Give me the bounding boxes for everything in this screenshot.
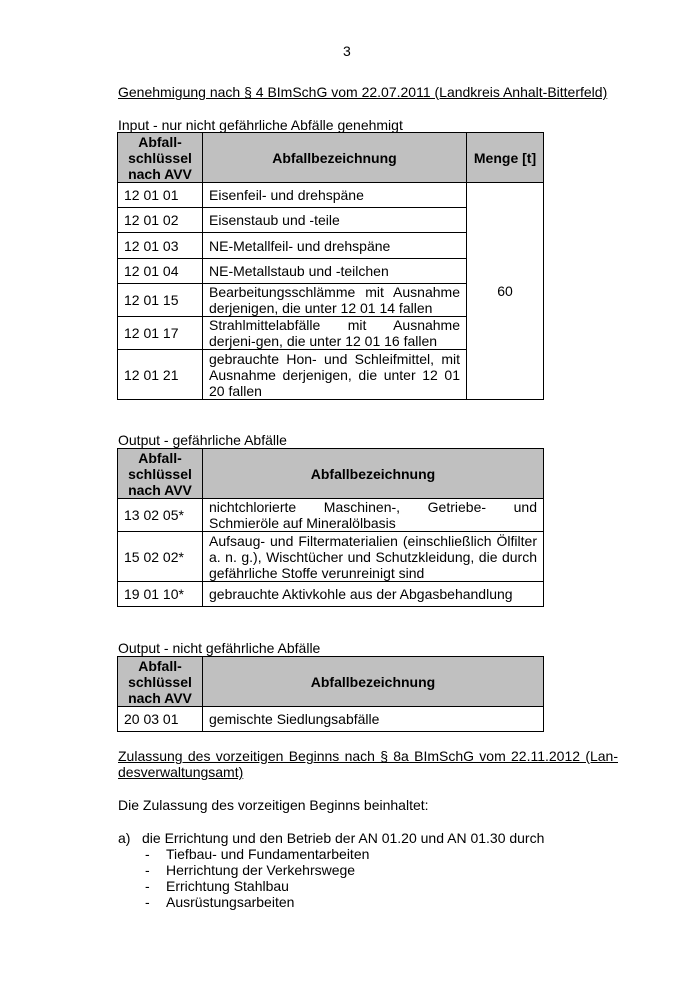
hazardous-header-key: Abfall- schlüssel nach AVV (118, 449, 203, 499)
hazardous-desc-1: nichtchlorierte Maschinen-, Getriebe- und Schmieröle auf Mineralölbasis (203, 499, 544, 532)
input-code-6: 12 01 17 (118, 317, 203, 350)
list-a-text: die Errichtung und den Betrieb der AN 01.20 und AN 01.30 durch (142, 830, 545, 846)
hazardous-code-2: 15 02 02* (118, 532, 203, 582)
approval-heading: Genehmigung nach § 4 BImSchG vom 22.07.2011 (Landkreis Anhalt-Bitterfeld) (118, 84, 608, 100)
input-code-1: 12 01 01 (118, 183, 203, 208)
early-start-heading: Zulassung des vorzeitigen Beginns nach § 8a BImSchG vom 22.11.2012 (Lan-desverwaltungsamt) (118, 748, 618, 780)
input-header-key: Abfall- schlüssel nach AVV (118, 133, 203, 183)
output-nonhazardous-table (117, 656, 544, 732)
input-desc-4: NE-Metallstaub und -teilchen (203, 259, 467, 284)
input-header-qty: Menge [t] (467, 133, 544, 183)
hazardous-header-desc: Abfallbezeichnung (203, 449, 544, 499)
input-desc-7: gebrauchte Hon- und Schleifmittel, mit Ausnahme derjenigen, die unter 12 01 20 fallen (203, 350, 467, 400)
input-code-3: 12 01 03 (118, 233, 203, 259)
output-nonhazardous-caption: Output - nicht gefährliche Abfälle (118, 640, 321, 656)
hazardous-code-3: 19 01 10* (118, 582, 203, 607)
page-number: 3 (343, 43, 351, 59)
input-code-2: 12 01 02 (118, 208, 203, 233)
nonhazardous-header-desc: Abfallbezeichnung (203, 657, 544, 707)
nonhazardous-code-1: 20 03 01 (118, 707, 203, 732)
input-desc-5: Bearbeitungsschlämme mit Ausnahme derjenigen, die unter 12 01 14 fallen (203, 284, 467, 317)
input-desc-2: Eisenstaub und -teile (203, 208, 467, 233)
input-desc-1: Eisenfeil- und drehspäne (203, 183, 467, 208)
list-a-marker: a) (118, 830, 131, 846)
output-hazardous-caption: Output - gefährliche Abfälle (118, 432, 287, 448)
input-code-4: 12 01 04 (118, 259, 203, 284)
input-code-5: 12 01 15 (118, 284, 203, 317)
input-table-caption: Input - nur nicht gefährliche Abfälle genehmigt (118, 117, 403, 133)
hazardous-code-1: 13 02 05* (118, 499, 203, 532)
input-desc-6: Strahlmittelabfälle mit Ausnahme derjeni-gen, die unter 12 01 16 fallen (203, 317, 467, 350)
input-code-7: 12 01 21 (118, 350, 203, 400)
nonhazardous-header-key: Abfall- schlüssel nach AVV (118, 657, 203, 707)
nonhazardous-desc-1: gemischte Siedlungsabfälle (203, 707, 544, 732)
input-quantity: 60 (467, 183, 544, 400)
hazardous-desc-2: Aufsaug- und Filtermaterialien (einschließlich Ölfilter a. n. g.), Wischtücher und Schutzkleidung, die durch gefährliche Stoffe verunreinigt sind (203, 532, 544, 582)
early-start-intro: Die Zulassung des vorzeitigen Beginns beinhaltet: (118, 797, 429, 813)
input-desc-3: NE-Metallfeil- und drehspäne (203, 233, 467, 259)
output-hazardous-table (117, 448, 544, 607)
hazardous-desc-3: gebrauchte Aktivkohle aus der Abgasbehandlung (203, 582, 544, 607)
input-waste-table (117, 132, 544, 400)
input-header-desc: Abfallbezeichnung (203, 133, 467, 183)
